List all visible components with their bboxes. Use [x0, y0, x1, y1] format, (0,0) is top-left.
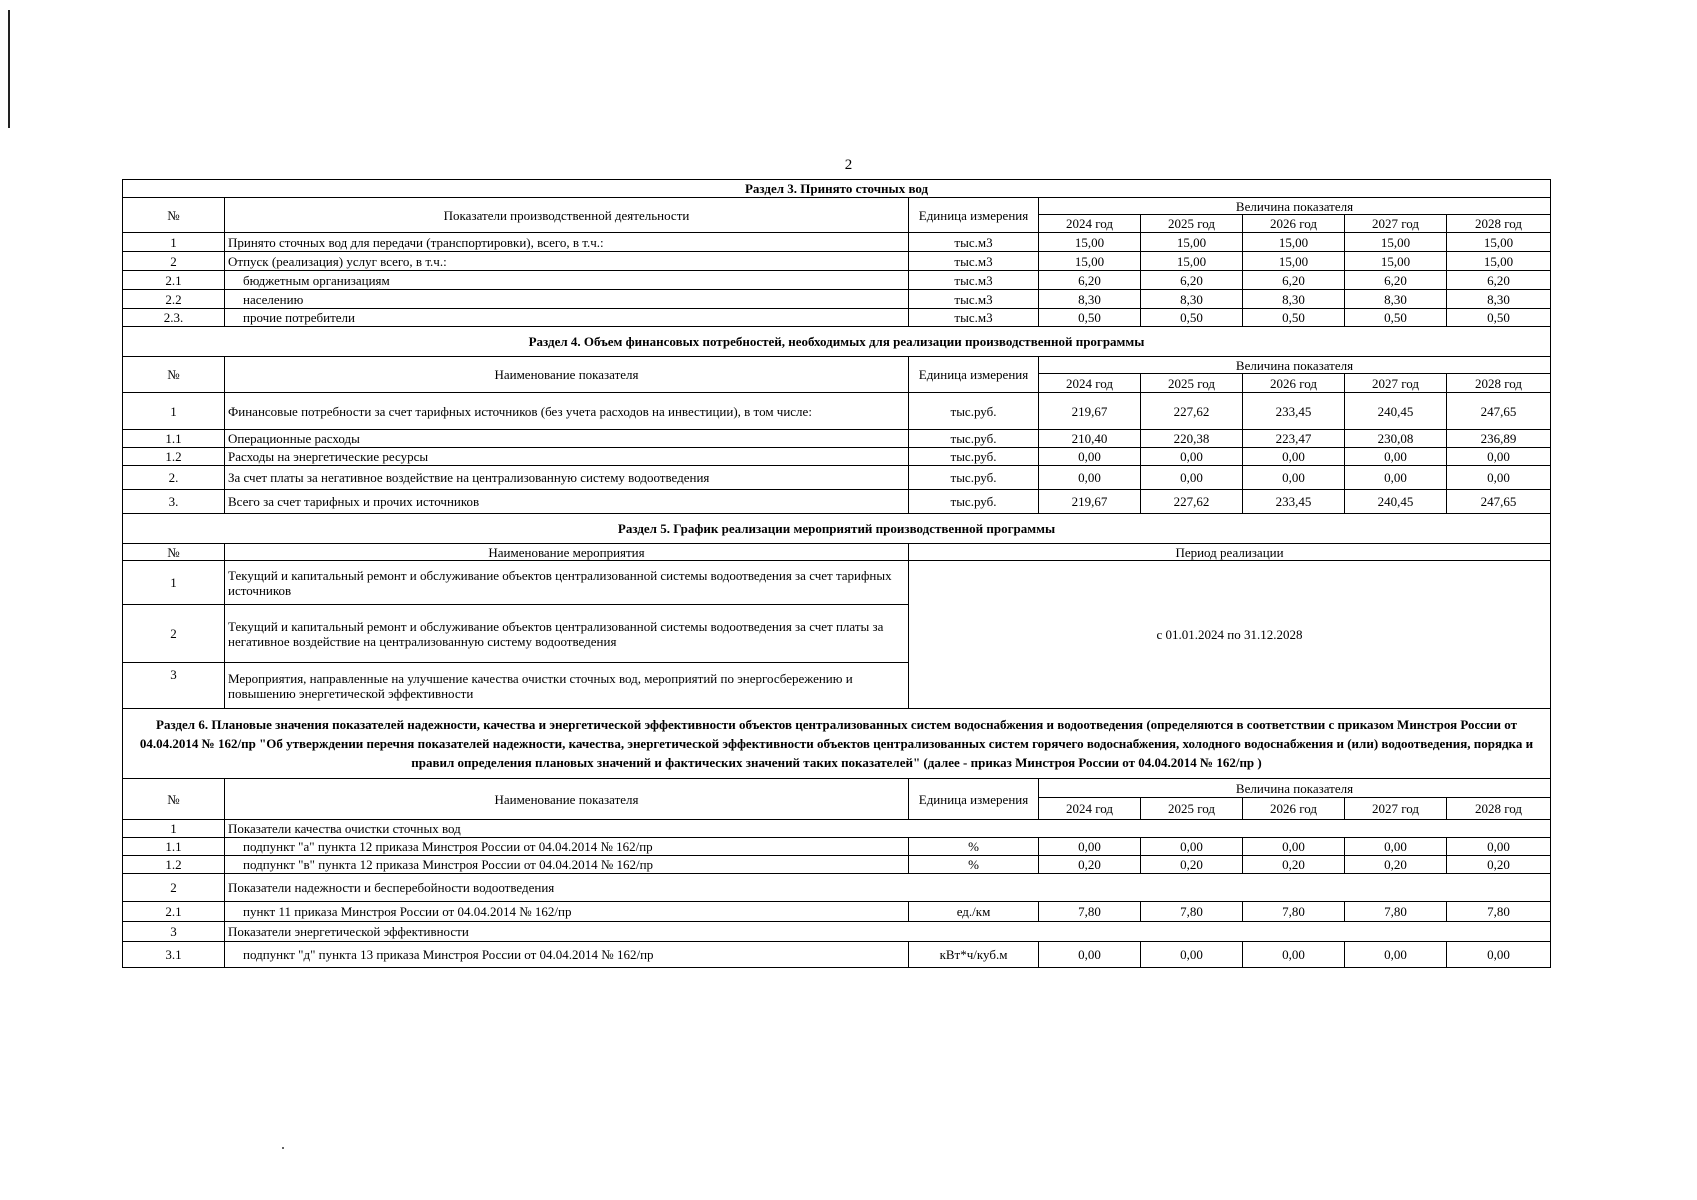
row-value: 0,00	[1141, 448, 1243, 466]
row-unit: тыс.руб.	[909, 490, 1039, 514]
row-value: 0,20	[1141, 856, 1243, 874]
row-value: 0,00	[1447, 466, 1551, 490]
row-value: 0,00	[1141, 838, 1243, 856]
year-header: 2026 год	[1243, 798, 1345, 820]
col-unit-header: Единица измерения	[909, 198, 1039, 233]
row-value: 240,45	[1345, 393, 1447, 430]
group-row	[123, 922, 1551, 942]
row-value: 7,80	[1039, 902, 1141, 922]
table-row	[123, 902, 1551, 922]
row-unit: тыс.м3	[909, 290, 1039, 309]
row-value: 210,40	[1039, 430, 1141, 448]
section6-header-row	[123, 779, 1551, 798]
row-value: 0,20	[1447, 856, 1551, 874]
row-value: 0,00	[1243, 448, 1345, 466]
row-value: 8,30	[1243, 290, 1345, 309]
row-value: 15,00	[1243, 252, 1345, 271]
row-value: 0,00	[1039, 448, 1141, 466]
row-value: 223,47	[1243, 430, 1345, 448]
row-value: 6,20	[1039, 271, 1141, 290]
row-num: 2	[123, 605, 225, 663]
row-num: 1	[123, 561, 225, 605]
year-header: 2027 год	[1345, 215, 1447, 233]
row-value: 8,30	[1345, 290, 1447, 309]
col-num-header: №	[123, 779, 225, 820]
row-name: населению	[225, 290, 909, 309]
year-header: 2024 год	[1039, 374, 1141, 393]
year-header: 2025 год	[1141, 215, 1243, 233]
table-row	[123, 233, 1551, 252]
section6-title-row	[123, 709, 1551, 779]
row-value: 0,50	[1243, 309, 1345, 327]
col-name-header: Показатели производственной деятельности	[225, 198, 909, 233]
group-row	[123, 820, 1551, 838]
col-name-header: Наименование мероприятия	[225, 544, 909, 561]
row-unit: тыс.руб.	[909, 466, 1039, 490]
year-header: 2028 год	[1447, 798, 1551, 820]
row-unit: тыс.м3	[909, 309, 1039, 327]
row-name: подпункт "а" пункта 12 приказа Минстроя России от 04.04.2014 № 162/пр	[225, 838, 909, 856]
row-value: 247,65	[1447, 490, 1551, 514]
row-value: 230,08	[1345, 430, 1447, 448]
row-name: Принято сточных вод для передачи (транспортировки), всего, в т.ч.:	[225, 233, 909, 252]
row-num: 3.1	[123, 942, 225, 968]
col-value-header: Величина показателя	[1039, 357, 1551, 374]
group-row	[123, 874, 1551, 902]
table-row	[123, 290, 1551, 309]
row-value: 227,62	[1141, 490, 1243, 514]
main-table	[122, 179, 1551, 968]
row-value: 0,00	[1345, 448, 1447, 466]
row-value: 233,45	[1243, 490, 1345, 514]
section5-title: Раздел 5. График реализации мероприятий производственной программы	[123, 514, 1551, 544]
col-period-header: Период реализации	[909, 544, 1551, 561]
table-row	[123, 309, 1551, 327]
row-unit: %	[909, 838, 1039, 856]
row-value: 7,80	[1243, 902, 1345, 922]
row-value: 0,00	[1243, 942, 1345, 968]
table-row	[123, 942, 1551, 968]
row-value: 15,00	[1447, 252, 1551, 271]
section3-title: Раздел 3. Принято сточных вод	[123, 180, 1551, 198]
row-value: 220,38	[1141, 430, 1243, 448]
row-value: 240,45	[1345, 490, 1447, 514]
table-row	[123, 393, 1551, 430]
row-name: Текущий и капитальный ремонт и обслуживание объектов централизованной системы водоотведения за счет тарифных источников	[225, 561, 909, 605]
row-value: 0,00	[1447, 448, 1551, 466]
row-value: 15,00	[1039, 252, 1141, 271]
row-num: 1.1	[123, 838, 225, 856]
row-value: 219,67	[1039, 393, 1141, 430]
table-row	[123, 490, 1551, 514]
row-value: 0,50	[1039, 309, 1141, 327]
col-num-header: №	[123, 357, 225, 393]
row-name: Всего за счет тарифных и прочих источников	[225, 490, 909, 514]
row-value: 0,00	[1039, 466, 1141, 490]
row-value: 0,00	[1039, 838, 1141, 856]
table-row	[123, 271, 1551, 290]
col-value-header: Величина показателя	[1039, 198, 1551, 215]
row-unit: тыс.руб.	[909, 448, 1039, 466]
table-row	[123, 466, 1551, 490]
col-num-header: №	[123, 544, 225, 561]
group-num: 3	[123, 922, 225, 942]
row-value: 15,00	[1345, 233, 1447, 252]
year-header: 2027 год	[1345, 374, 1447, 393]
row-num: 1.2	[123, 856, 225, 874]
col-value-header: Величина показателя	[1039, 779, 1551, 798]
year-header: 2028 год	[1447, 215, 1551, 233]
row-value: 219,67	[1039, 490, 1141, 514]
row-value: 0,00	[1243, 838, 1345, 856]
row-value: 0,00	[1141, 942, 1243, 968]
row-num: 2.3.	[123, 309, 225, 327]
row-num: 1.2	[123, 448, 225, 466]
year-header: 2026 год	[1243, 215, 1345, 233]
row-value: 7,80	[1447, 902, 1551, 922]
year-header: 2027 год	[1345, 798, 1447, 820]
row-value: 0,00	[1447, 942, 1551, 968]
group-name: Показатели качества очистки сточных вод	[225, 820, 1551, 838]
table-row	[123, 448, 1551, 466]
row-value: 247,65	[1447, 393, 1551, 430]
group-num: 1	[123, 820, 225, 838]
row-value: 15,00	[1243, 233, 1345, 252]
row-unit: тыс.руб.	[909, 393, 1039, 430]
table-row	[123, 856, 1551, 874]
row-value: 0,00	[1345, 838, 1447, 856]
period-value: с 01.01.2024 по 31.12.2028	[909, 561, 1551, 709]
row-name: Финансовые потребности за счет тарифных источников (без учета расходов на инвестиции), в том числе:	[225, 393, 909, 430]
row-value: 0,20	[1345, 856, 1447, 874]
year-header: 2025 год	[1141, 374, 1243, 393]
row-name: подпункт "д" пункта 13 приказа Минстроя России от 04.04.2014 № 162/пр	[225, 942, 909, 968]
row-value: 233,45	[1243, 393, 1345, 430]
row-num: 2.2	[123, 290, 225, 309]
row-num: 2.1	[123, 902, 225, 922]
row-value: 8,30	[1447, 290, 1551, 309]
row-name: Расходы на энергетические ресурсы	[225, 448, 909, 466]
col-unit-header: Единица измерения	[909, 357, 1039, 393]
row-value: 0,50	[1141, 309, 1243, 327]
row-name: бюджетным организациям	[225, 271, 909, 290]
section4-title-row	[123, 327, 1551, 357]
group-num: 2	[123, 874, 225, 902]
year-header: 2026 год	[1243, 374, 1345, 393]
row-name: прочие потребители	[225, 309, 909, 327]
row-name: За счет платы за негативное воздействие на централизованную систему водоотведения	[225, 466, 909, 490]
year-header: 2024 год	[1039, 798, 1141, 820]
document-body	[122, 179, 1550, 968]
scan-speck	[282, 1147, 284, 1149]
row-num: 1	[123, 233, 225, 252]
row-value: 15,00	[1447, 233, 1551, 252]
page-number: 2	[844, 157, 853, 173]
row-num: 1.1	[123, 430, 225, 448]
row-name: Отпуск (реализация) услуг всего, в т.ч.:	[225, 252, 909, 271]
col-num-header: №	[123, 198, 225, 233]
section5-header-row	[123, 544, 1551, 561]
scan-margin-line	[8, 10, 10, 128]
row-value: 6,20	[1345, 271, 1447, 290]
col-unit-header: Единица измерения	[909, 779, 1039, 820]
row-unit: кВт*ч/куб.м	[909, 942, 1039, 968]
row-value: 0,20	[1039, 856, 1141, 874]
row-value: 0,00	[1345, 466, 1447, 490]
row-name: Мероприятия, направленные на улучшение качества очистки сточных вод, мероприятий по энергосбережению и повышению энергетической эффективности	[225, 663, 909, 709]
section3-header-row	[123, 198, 1551, 215]
row-unit: тыс.м3	[909, 233, 1039, 252]
row-value: 0,00	[1039, 942, 1141, 968]
table-row	[123, 838, 1551, 856]
row-value: 0,20	[1243, 856, 1345, 874]
row-num: 2.1	[123, 271, 225, 290]
table-row	[123, 430, 1551, 448]
row-value: 0,00	[1447, 838, 1551, 856]
group-name: Показатели надежности и бесперебойности водоотведения	[225, 874, 1551, 902]
row-name: подпункт "в" пункта 12 приказа Минстроя России от 04.04.2014 № 162/пр	[225, 856, 909, 874]
row-unit: тыс.руб.	[909, 430, 1039, 448]
row-num: 2	[123, 252, 225, 271]
row-value: 7,80	[1345, 902, 1447, 922]
row-num: 2.	[123, 466, 225, 490]
section6-title: Раздел 6. Плановые значения показателей надежности, качества и энергетической эффективности объектов централизованных систем водоснабжения и водоотведения (определяются в соответствии с приказом Минстроя России от 04.04.2014 № 162/пр "Об утверждении перечня показателей надежности, качества, энергетической эффективности объектов централизованных систем горячего водоснабжения, холодного водоснабжения и (или) водоотведения, порядка и правил определения плановых значений и фактических значений таких показателей" (далее - приказ Минстроя России от 04.04.2014 № 162/пр )	[123, 709, 1551, 779]
row-value: 0,50	[1345, 309, 1447, 327]
col-name-header: Наименование показателя	[225, 357, 909, 393]
row-value: 15,00	[1345, 252, 1447, 271]
row-value: 0,00	[1141, 466, 1243, 490]
row-name: пункт 11 приказа Минстроя России от 04.04.2014 № 162/пр	[225, 902, 909, 922]
row-value: 6,20	[1141, 271, 1243, 290]
table-row	[123, 561, 1551, 605]
year-header: 2028 год	[1447, 374, 1551, 393]
row-value: 6,20	[1243, 271, 1345, 290]
row-unit: ед./км	[909, 902, 1039, 922]
row-num: 3	[123, 663, 225, 709]
row-value: 236,89	[1447, 430, 1551, 448]
row-value: 8,30	[1039, 290, 1141, 309]
year-header: 2025 год	[1141, 798, 1243, 820]
row-unit: тыс.м3	[909, 271, 1039, 290]
row-value: 7,80	[1141, 902, 1243, 922]
year-header: 2024 год	[1039, 215, 1141, 233]
row-value: 0,50	[1447, 309, 1551, 327]
group-name: Показатели энергетической эффективности	[225, 922, 1551, 942]
row-name: Операционные расходы	[225, 430, 909, 448]
row-num: 3.	[123, 490, 225, 514]
section3-title-row	[123, 180, 1551, 198]
table-row	[123, 252, 1551, 271]
row-value: 15,00	[1141, 233, 1243, 252]
row-value: 8,30	[1141, 290, 1243, 309]
col-name-header: Наименование показателя	[225, 779, 909, 820]
row-num: 1	[123, 393, 225, 430]
row-value: 15,00	[1141, 252, 1243, 271]
row-value: 0,00	[1345, 942, 1447, 968]
row-value: 6,20	[1447, 271, 1551, 290]
row-value: 15,00	[1039, 233, 1141, 252]
row-unit: тыс.м3	[909, 252, 1039, 271]
row-name: Текущий и капитальный ремонт и обслуживание объектов централизованной системы водоотведения за счет платы за негативное воздействие на централизованную систему водоотведения	[225, 605, 909, 663]
row-value: 0,00	[1243, 466, 1345, 490]
section4-header-row	[123, 357, 1551, 374]
row-unit: %	[909, 856, 1039, 874]
section5-title-row	[123, 514, 1551, 544]
section4-title: Раздел 4. Объем финансовых потребностей, необходимых для реализации производственной программы	[123, 327, 1551, 357]
row-value: 227,62	[1141, 393, 1243, 430]
